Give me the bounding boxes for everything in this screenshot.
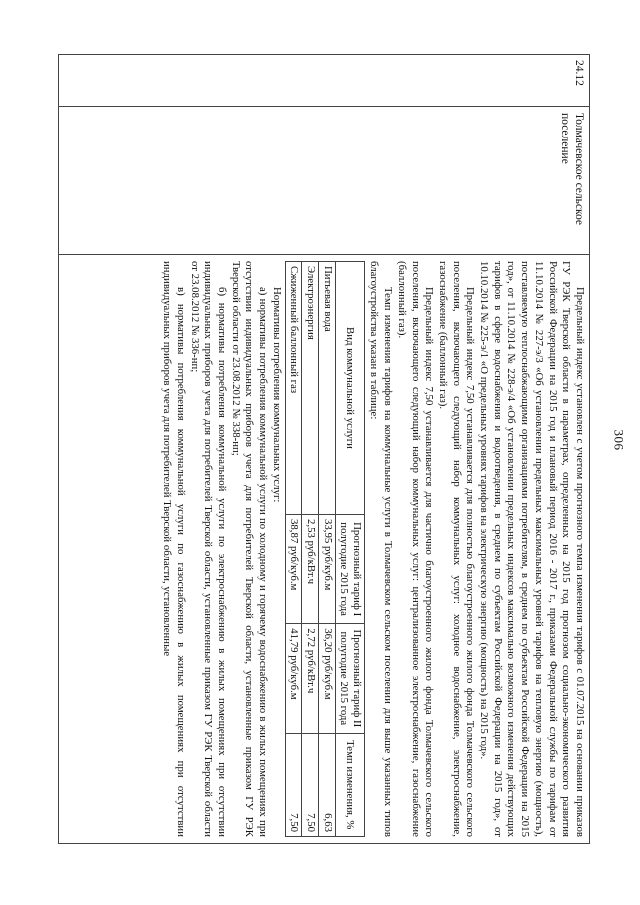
column-header-rate: Темп изменения, % [335,733,364,837]
paragraph: Предельный индекс 7,50 устанавливается для полностью благоустроенного жилого фонда Толмачевского сельского поселения, включающего следующий набор коммунальных услуг: холодное водоснабжение, электроснабжение, газоснабжение (баллонный газ). [436,261,477,837]
column-header-service: Вид коммунальной услуги [335,262,364,515]
paragraph: а) нормативы потребления коммунальной услуги по холодному и горячему водоснабжению в жилых помещениях при отсутствии индивидуальных приборов учета для потребителей Тверской области, установленные приказом ГУ РЭК Тверской области от 23.08.2012 № 338-нп; [229,261,270,837]
change-rate: 6,63 [319,733,336,837]
table-row [319,262,336,837]
tariff-h1: 38,87 руб/куб.м [285,515,302,624]
tariff-h2: 41,79 руб/куб.м [285,624,302,733]
paragraph: Предельный индекс установлен с учетом прогнозного темпа изменения тарифов с 01.07.2015 на основании приказов ГУ РЭК Тверской области в параметрах, определенных на 2015 год прогнозом социально-экономического развития Российской Федерации на 2015 год и плановый период 2016 - 2017 г., приказами Федеральной службы по тарифам от 11.10.2014 № 227-э/3 «Об установлении предельных максимальных уровней тарифов на тепловую энергию (мощность), поставляемую теплоснабжающими организациями потребителям, в среднем по субъектам Российской Федерации на 2015 год», от 11.10.2014 № 228-э/4 «Об установлении предельных индексов максимально возможного изменения действующих тарифов в сфере водоснабжения и водоотведения, в среднем по субъектам Российской Федерации на 2015 год», от 10.10.2014 № 225-э/1 «О предельных уровнях тарифов на электрическую энергию (мощность) на 2015 год». [478,261,586,837]
limit-index-table [58,54,590,844]
paragraph: Нормативы потребления коммунальных услуг: [270,287,283,503]
table-row [302,262,319,837]
tariff-h1: 33,95 руб/куб.м [319,515,336,624]
table-header-row [335,262,364,837]
change-rate: 7,50 [285,733,302,837]
table-row [59,55,590,844]
justification-cell [59,255,590,844]
service-name: Сжиженный баллонный газ [285,262,302,515]
tariff-change-table [285,261,365,837]
paragraph: б) нормативы потребления коммунальной услуги по электроснабжению в жилых помещениях при отсутствии индивидуальных приборов учета для потребителей Тверской области, установленные приказом ГУ РЭК Тверской области от 23.08.2012 № 336-нп; [188,261,228,837]
tariff-h1: 2,53 руб/кВт.ч [302,515,319,624]
row-number: 24.12 [59,55,590,107]
tariff-h2: 2,72 руб/кВт.ч [302,624,319,733]
change-rate: 7,50 [302,733,319,837]
tariff-h2: 36,20 руб/куб.м [319,624,336,733]
column-header-tariff-h1: Прогнозный тариф I полугодие 2015 года [335,515,364,624]
paragraph: Предельный индекс 7,50 устанавливается для частично благоустроенного жилого фонда Толмачевского сельского поселения, включающего следующий набор коммунальных услуг: централизованное электроснабжение, газоснабжение (баллонный газ). [395,261,436,837]
page-number: 306 [611,429,627,451]
table-row [285,262,302,837]
service-name: Электроэнергия [302,262,319,515]
paragraph: в) нормативы потребления коммунальной услуги по газоснабжению в жилых помещениях при отсутствии индивидуальных приборов учета для потребителей Тверской области, установленные [161,261,187,837]
paragraph: Темп изменения тарифов на коммунальные услуги в Толмачевском сельском поселении для выше указанных типов благоустройства указан в таблице: [368,261,395,837]
service-name: Питьевая вода [319,262,336,515]
column-header-tariff-h2: Прогнозный тариф II полугодие 2015 года [335,624,364,733]
rotated-page-content [58,54,590,844]
settlement-name: Толмачевское сельское поселение [59,107,590,255]
